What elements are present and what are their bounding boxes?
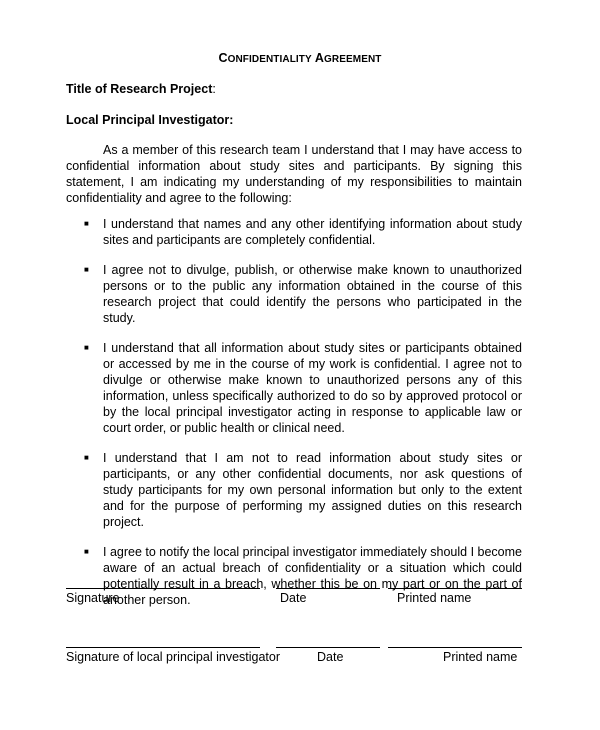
title-small-agreement: GREEMENT <box>324 54 382 65</box>
signature-label: Signature <box>66 591 120 605</box>
research-project-label: Title of Research Project <box>66 82 213 96</box>
bullet-icon: ■ <box>84 453 89 462</box>
bullet-icon: ■ <box>84 265 89 274</box>
bullet-icon: ■ <box>84 343 89 352</box>
research-project-field <box>66 82 216 96</box>
signature-line[interactable] <box>66 588 260 589</box>
principal-investigator-label: Local Principal Investigator: <box>66 113 234 127</box>
intro-paragraph: As a member of this research team I understand that I may have access to confidential information about study sites and participants. By signing this statement, I am indicating my understanding of my responsibilities to maintain confidentiality and agree to the following: <box>66 143 522 205</box>
list-item-text: I understand that all information about study sites or participants obtained or accessed by me in the course of my work is confidential. I agree not to divulge or otherwise make known to unauthorized persons any of this information, unless specifically authorized to do so by approved protocol or by the local principal investigator acting in response to applicable law or court order, or public health or clinical need. <box>103 341 522 435</box>
list-item-text: I agree not to divulge, publish, or otherwise make known to unauthorized persons or to the public any information obtained in the course of this research project that could identify the persons who participated in the study. <box>103 263 522 325</box>
list-item-text: I agree to notify the local principal investigator immediately should I become aware of an actual breach of confidentiality or a situation which could potentially result in a breach, whether this be on my part or on the part of another person. <box>103 545 522 607</box>
title-small-confidentiality: ONFIDENTIALITY <box>227 54 312 65</box>
investigator-signature-line[interactable] <box>66 647 260 648</box>
list-item-text: I understand that I am not to read information about study sites or participants, or any other confidential documents, nor ask questions of study participants for my own personal information but only to the extent and for the purpose of performing my assigned duties on this research project. <box>103 451 522 529</box>
bullet-icon: ■ <box>84 547 89 556</box>
date-label: Date <box>280 591 307 605</box>
research-project-colon: : <box>212 82 216 96</box>
bullet-icon: ■ <box>84 219 89 228</box>
investigator-signature-label: Signature of local principal investigator <box>66 650 281 664</box>
investigator-date-label: Date <box>317 650 344 664</box>
list-item <box>84 450 522 530</box>
title-cap-a: A <box>314 51 325 65</box>
investigator-printed-name-label: Printed name <box>443 650 518 664</box>
list-item <box>84 340 522 436</box>
list-item-text: I understand that names and any other identifying information about study sites and participants are completely confidential. <box>103 217 522 247</box>
printed-name-label: Printed name <box>397 591 472 605</box>
investigator-date-line[interactable] <box>276 647 380 648</box>
printed-name-line[interactable] <box>388 588 522 589</box>
document-title <box>0 51 600 65</box>
list-item <box>84 216 522 248</box>
bullet-list <box>84 216 522 622</box>
list-item <box>84 262 522 326</box>
investigator-printed-name-line[interactable] <box>388 647 522 648</box>
title-cap-c: C <box>218 51 228 65</box>
date-line[interactable] <box>276 588 380 589</box>
